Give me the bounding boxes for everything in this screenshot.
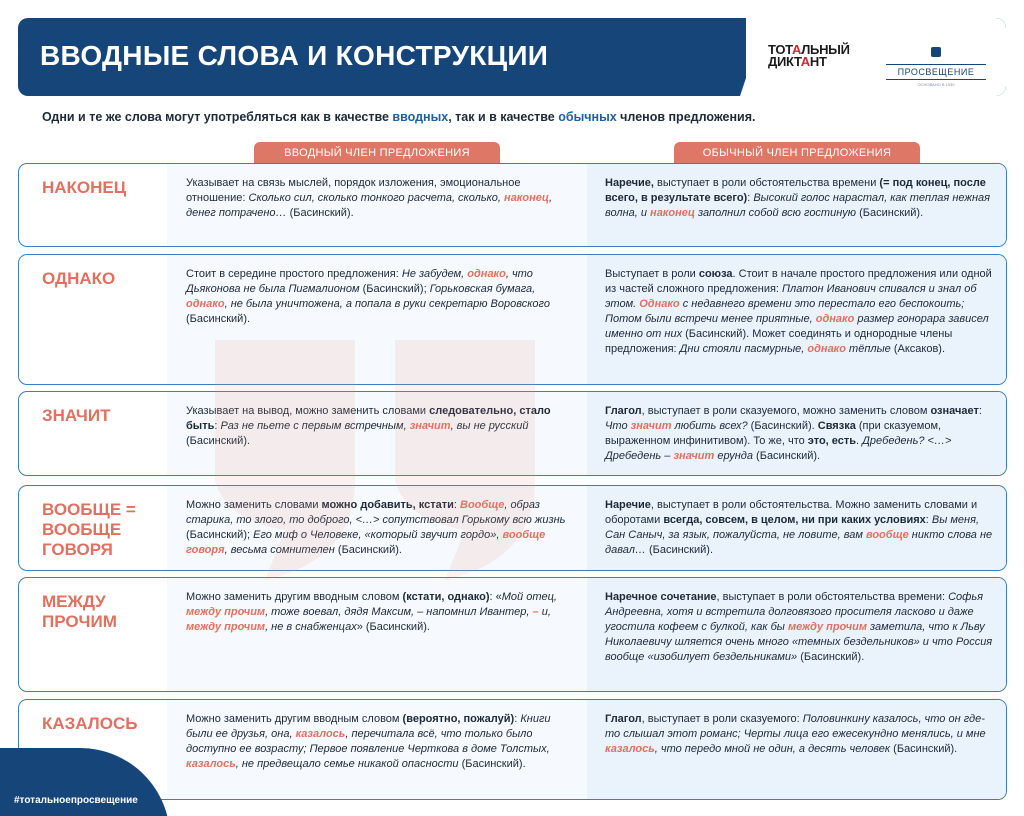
- text-segment: , что Дьяконова не была Пигмалионом: [186, 268, 533, 295]
- text-segment: всегда, совсем, в целом, ни при каких условиях: [663, 514, 926, 526]
- keyword-highlight: однако: [807, 343, 846, 355]
- term-odnako: ОДНАКО: [42, 269, 116, 288]
- row-nakonets: [18, 163, 1007, 247]
- text-segment: :: [214, 420, 221, 432]
- text-segment: Стоит в середине простого предложения:: [186, 268, 402, 280]
- text-segment: (= под конец, после всего, в результате всего): [605, 177, 986, 204]
- text-segment: размер гонорара зависел именно от них: [605, 313, 989, 340]
- keyword-highlight: вообще: [865, 529, 909, 541]
- text-segment: .: [856, 435, 863, 447]
- text-segment: означает: [930, 405, 979, 417]
- header-banner: [18, 18, 1006, 96]
- text-segment: Глагол: [605, 405, 642, 417]
- text-segment: Вы меня, Сан Саныч, за язык, пожалуйста, не ловите, вам: [605, 514, 980, 541]
- keyword-highlight: наконец: [650, 207, 695, 219]
- text-segment: заметила, что к Льву Николаевичу шляется очень много «темных бездельников» и что Россия вообще «изобилует бездельниками»: [605, 621, 993, 663]
- text-segment: Глагол: [605, 713, 642, 725]
- regular-usage-cell: [605, 498, 997, 558]
- prosveshchenie-emblem-icon: [931, 47, 941, 57]
- keyword-highlight: однако: [186, 298, 225, 310]
- text-segment: , тоже воевал, дядя Максим, – напомнил Ивантер,: [265, 606, 533, 618]
- keyword-highlight: вообще говоря: [186, 529, 546, 556]
- text-segment: :: [747, 192, 754, 204]
- text-segment: Раз не пьете с первым встречным,: [220, 420, 410, 432]
- text-segment: » (Басинский).: [356, 621, 430, 633]
- introductory-usage-cell: [186, 590, 578, 635]
- keyword-highlight: между прочим: [186, 606, 266, 618]
- text-segment: (Басинский).: [334, 544, 402, 556]
- text-segment: никто слова не давал…: [605, 529, 993, 556]
- text-segment: заполнил собой всю гостиную: [694, 207, 857, 219]
- column-header-introductory: ВВОДНЫЙ ЧЛЕН ПРЕДЛОЖЕНИЯ: [254, 142, 500, 164]
- text-segment: , образ старика, то злого, то доброго, <…> сопутствовал Горькому всю жизнь: [186, 499, 566, 526]
- text-segment: тёплые: [845, 343, 891, 355]
- hashtag[interactable]: #тотальноепросвещение: [14, 795, 138, 806]
- text-segment: , вы не русский: [450, 420, 529, 432]
- term-znachit: ЗНАЧИТ: [42, 406, 111, 425]
- regular-usage-cell: [605, 176, 997, 221]
- text-segment: (Басинский);: [359, 283, 430, 295]
- text-segment: Связка: [817, 420, 856, 432]
- text-segment: (Басинский).: [186, 313, 251, 325]
- regular-usage-cell: [605, 590, 997, 665]
- text-segment: (Басинский).: [797, 651, 865, 663]
- text-segment: Платон Иванович спивался и знал об этом.: [605, 283, 977, 310]
- keyword-highlight: между прочим: [787, 621, 867, 633]
- text-segment: Выступает в роли: [605, 268, 699, 280]
- keyword-highlight: однако: [467, 268, 506, 280]
- text-segment: и,: [538, 606, 551, 618]
- text-segment: Наречное сочетание: [605, 591, 717, 603]
- text-segment: Что: [605, 420, 631, 432]
- text-segment: союза: [698, 268, 733, 280]
- text-segment: Дребедень? <…> Дребедень –: [605, 435, 952, 462]
- term-voobshche: ВООБЩЕ = ВООБЩЕ ГОВОРЯ: [42, 500, 136, 559]
- text-segment: :: [925, 514, 932, 526]
- text-segment: : «: [489, 591, 502, 603]
- text-segment: , что передо мной не один, а десять человек: [654, 743, 891, 755]
- text-segment: , перечитала всё, что только было доступно ее возрасту; Первое появление Черткова в доме Толстых,: [186, 728, 550, 755]
- text-segment: Можно заменить другим вводным словом: [186, 591, 403, 603]
- text-segment: выступает в роли обстоятельства времени: [653, 177, 880, 189]
- text-segment: Мой отец,: [501, 591, 557, 603]
- keyword-highlight: казалось: [605, 743, 655, 755]
- text-segment: Сколько сил, сколько тонкого расчета, сколько,: [248, 192, 505, 204]
- text-segment: Его миф о Человеке, «который звучит гордо»,: [253, 529, 503, 541]
- text-segment: можно добавить, кстати: [321, 499, 454, 511]
- text-segment: (Басинский).: [747, 420, 818, 432]
- text-segment: , выступает в роли обстоятельства. Можно заменить словами и оборотами: [605, 499, 978, 526]
- term-kazalos: КАЗАЛОСЬ: [42, 714, 138, 733]
- text-segment: (Басинский).: [458, 758, 526, 770]
- text-segment: Можно заменить словами: [186, 499, 322, 511]
- logo-panel: [746, 18, 1006, 96]
- quote-mark-watermark-icon: [205, 330, 555, 590]
- text-segment: Дни стояли пасмурные,: [679, 343, 808, 355]
- text-segment: следовательно, стало быть: [186, 405, 551, 432]
- keyword-highlight: значит: [409, 420, 451, 432]
- keyword-highlight: Вообще: [460, 499, 505, 511]
- text-segment: любить всех?: [671, 420, 748, 432]
- introductory-usage-cell: [186, 176, 578, 221]
- prosveshchenie-logo[interactable]: ПРОСВЕЩЕНИЕ ОСНОВАНО В 1930: [886, 44, 986, 87]
- regular-usage-cell: [605, 404, 997, 464]
- keyword-highlight: Однако: [639, 298, 680, 310]
- text-segment: (Басинский).: [753, 450, 821, 462]
- row-kazalos: [18, 699, 1007, 800]
- text-segment: ерунда: [714, 450, 753, 462]
- text-segment: (вероятно, пожалуй): [402, 713, 515, 725]
- text-segment: , весьма сомнителен: [224, 544, 335, 556]
- text-segment: , выступает в роли сказуемого:: [641, 713, 803, 725]
- term-nakonets: НАКОНЕЦ: [42, 178, 127, 197]
- text-segment: , денег потрачено…: [186, 192, 553, 219]
- text-segment: :: [978, 405, 982, 417]
- text-segment: , выступает в роли обстоятельства времени:: [716, 591, 949, 603]
- text-segment: (Аксаков).: [890, 343, 946, 355]
- introductory-usage-cell: [186, 712, 578, 772]
- text-segment: Не забудем,: [401, 268, 468, 280]
- keyword-highlight: наконец: [504, 192, 549, 204]
- text-segment: (Басинский).: [645, 544, 714, 556]
- text-segment: :: [514, 713, 521, 725]
- text-segment: Указывает на связь мыслей, порядок изложения, эмоциональное отношение:: [186, 177, 521, 204]
- column-header-regular: ОБЫЧНЫЙ ЧЛЕН ПРЕДЛОЖЕНИЯ: [674, 142, 920, 164]
- keyword-highlight: между прочим: [186, 621, 266, 633]
- text-segment: (Басинский);: [186, 529, 254, 541]
- text-segment: . Стоит в начале простого предложения или одной из частей сложного предложения:: [605, 268, 992, 295]
- text-segment: Половинкину казалось, что он где-то слышал этот романс; Черты лица его ежесекундно менялись, и мне: [605, 713, 986, 740]
- row-mezhdu-prochim: [18, 577, 1007, 692]
- intro-text: Одни и те же слова могут употребляться как в качестве вводных, так и в качестве обычных членов предложения.: [42, 110, 756, 124]
- keyword-highlight: казалось: [295, 728, 346, 740]
- text-segment: (кстати, однако): [402, 591, 490, 603]
- keyword-highlight: казалось: [186, 758, 236, 770]
- text-segment: с недавнего времени это перестало его беспокоить; Потом были встречи менее приятные,: [605, 298, 965, 325]
- text-segment: Можно заменить другим вводным словом: [186, 713, 403, 725]
- regular-usage-cell: [605, 267, 997, 357]
- keyword-highlight: однако: [815, 313, 855, 325]
- page-title: ВВОДНЫЕ СЛОВА И КОНСТРУКЦИИ: [40, 40, 549, 71]
- text-segment: Высокий голос нарастал, как теплая нежная волна, и: [605, 192, 990, 219]
- text-segment: , не в снабженцах: [265, 621, 357, 633]
- text-segment: , выступает в роли сказуемого, можно заменить словом: [641, 405, 931, 417]
- text-segment: , не предвещало семье никакой опасности: [235, 758, 459, 770]
- text-segment: (при сказуемом, выраженном инфинитивом). То же, что: [605, 420, 942, 447]
- text-segment: Указывает на вывод, можно заменить словами: [186, 405, 430, 417]
- text-segment: , не была уничтожена, а попала в руки секретарю Воровского: [224, 298, 550, 310]
- text-segment: (Басинский).: [890, 743, 958, 755]
- introductory-usage-cell: [186, 267, 578, 327]
- keyword-highlight: значит: [630, 420, 672, 432]
- text-segment: Наречие,: [605, 177, 654, 189]
- text-segment: Наречие: [605, 499, 651, 511]
- text-segment: Горьковская бумага,: [429, 283, 536, 295]
- text-segment: Книги были ее друзья, она,: [186, 713, 551, 740]
- text-segment: это, есть: [807, 435, 857, 447]
- text-segment: Софья Андреевна, хотя и встретила долговязого просителя ласково и даже угостила кофеем с булкой, как бы: [605, 591, 984, 633]
- text-segment: (Басинский).: [286, 207, 354, 219]
- text-segment: (Басинский).: [856, 207, 924, 219]
- keyword-highlight: –: [532, 606, 539, 618]
- term-mezhdu-prochim: МЕЖДУ ПРОЧИМ: [42, 592, 117, 631]
- text-segment: (Басинский). Может соединять и однородные члены предложения:: [605, 328, 953, 355]
- totalny-diktant-logo[interactable]: ТОТАЛЬНЫЙ ДИКТАНТ: [768, 42, 850, 69]
- keyword-highlight: значит: [673, 450, 715, 462]
- text-segment: :: [453, 499, 460, 511]
- regular-usage-cell: [605, 712, 997, 757]
- text-segment: (Басинский).: [186, 435, 251, 447]
